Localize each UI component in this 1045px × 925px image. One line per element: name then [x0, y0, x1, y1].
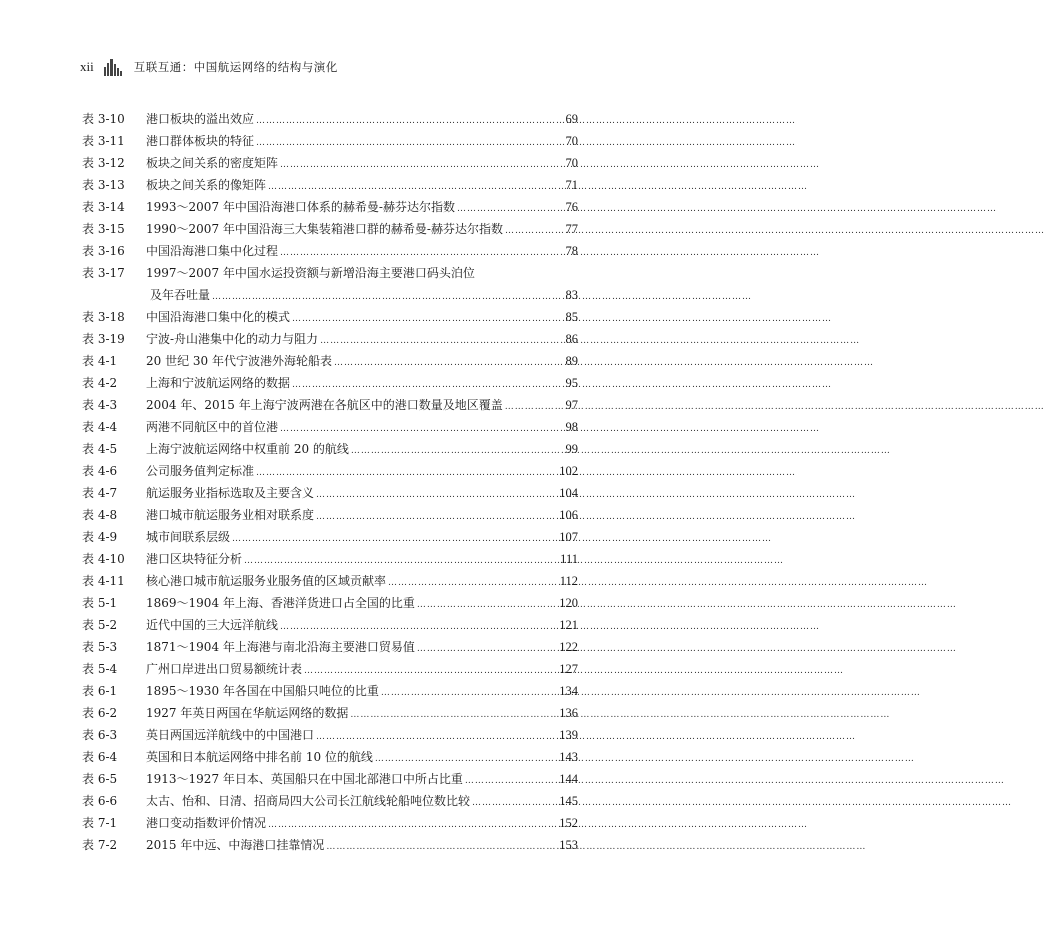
entry-page-number: 112 [559, 574, 578, 588]
entry-page-number: 127 [559, 662, 578, 676]
toc-entry[interactable] [82, 460, 578, 482]
entry-label: 表 3-10 [82, 112, 125, 126]
dot-leader [388, 572, 558, 594]
entry-title: 公司服务值判定标准 [146, 464, 255, 478]
entry-page-number: 89 [565, 354, 578, 368]
entry-title: 港口群体板块的特征 [146, 134, 255, 148]
entry-title: 宁波-舟山港集中化的动力与阻力 [146, 332, 319, 346]
entry-title: 航运服务业指标选取及主要含义 [146, 486, 315, 500]
entry-title: 1895～1930 年各国在中国船只吨位的比重 [146, 684, 379, 698]
toc-entry[interactable] [82, 526, 578, 548]
entry-page-number: 111 [560, 552, 578, 566]
toc-entry[interactable] [82, 196, 578, 218]
entry-label: 表 3-18 [82, 310, 125, 324]
toc-entry[interactable] [82, 394, 578, 416]
toc-entry[interactable] [82, 240, 578, 262]
dot-leader [381, 682, 557, 704]
entry-title: 核心港口城市航运服务业服务值的区域贡献率 [146, 574, 387, 588]
entry-label: 表 3-16 [82, 244, 125, 258]
dot-leader [256, 132, 563, 154]
toc-entry[interactable] [82, 108, 578, 130]
toc-entry[interactable] [82, 262, 578, 306]
entry-title: 港口城市航运服务业相对联系度 [146, 508, 315, 522]
entry-page-number: 104 [559, 486, 578, 500]
entry-title: 20 世纪 30 年代宁波港外海轮船表 [146, 354, 332, 368]
dot-leader [244, 550, 558, 572]
toc-entry[interactable] [82, 306, 578, 328]
entry-label: 表 4-11 [82, 574, 125, 588]
dot-leader [316, 506, 557, 528]
entry-label: 表 6-1 [82, 684, 118, 698]
entry-page-number: 136 [559, 706, 578, 720]
dot-leader [417, 594, 557, 616]
entry-page-number: 70 [565, 134, 578, 148]
entry-page-number: 143 [559, 750, 578, 764]
toc-entry[interactable] [82, 658, 578, 680]
entry-page-number: 76 [565, 200, 578, 214]
entry-page-number: 121 [559, 618, 578, 632]
toc-entry[interactable] [82, 724, 578, 746]
entry-title: 中国沿海港口集中化过程 [146, 244, 279, 258]
toc-entry[interactable] [82, 130, 578, 152]
entry-title: 2015 年中远、中海港口挂靠情况 [146, 838, 325, 852]
entry-title: 及年吞吐量 [150, 288, 211, 302]
entry-page-number: 95 [565, 376, 578, 390]
entry-page-number: 134 [559, 684, 578, 698]
entry-page-number: 85 [565, 310, 578, 324]
toc-entry[interactable] [82, 218, 578, 240]
entry-page-number: 153 [559, 838, 578, 852]
page-number: xii [80, 59, 94, 74]
entry-title: 1997～2007 年中国水运投资额与新增沿海主要港口码头泊位 [146, 266, 475, 280]
entry-page-number: 122 [559, 640, 578, 654]
entry-title: 1993～2007 年中国沿海港口体系的赫希曼-赫芬达尔指数 [146, 200, 455, 214]
toc-entry[interactable] [82, 746, 578, 768]
entry-title: 港口变动指数评价情况 [146, 816, 267, 830]
entry-label: 表 5-2 [82, 618, 118, 632]
dot-leader [280, 154, 563, 176]
entry-label: 表 4-9 [82, 530, 118, 544]
entry-title: 1927 年英日两国在华航运网络的数据 [146, 706, 349, 720]
entry-title: 中国沿海港口集中化的模式 [146, 310, 291, 324]
entry-label: 表 7-2 [82, 838, 118, 852]
entry-page-number: 152 [559, 816, 578, 830]
entry-label: 表 4-2 [82, 376, 118, 390]
dot-leader [212, 286, 563, 308]
entry-title: 2004 年、2015 年上海宁波两港在各航区中的港口数量及地区覆盖 [146, 398, 503, 412]
dot-leader [316, 484, 557, 506]
dot-leader [472, 792, 557, 814]
entry-page-number: 99 [565, 442, 578, 456]
entry-title: 两港不同航区中的首位港 [146, 420, 279, 434]
toc-entry[interactable] [82, 614, 578, 636]
table-of-contents [82, 108, 578, 856]
toc-entry[interactable] [82, 768, 578, 790]
dot-leader [280, 616, 557, 638]
entry-page-number: 97 [565, 398, 578, 412]
toc-entry[interactable] [82, 812, 578, 834]
dot-leader [292, 374, 563, 396]
entry-page-number: 86 [565, 332, 578, 346]
dot-leader [232, 528, 557, 550]
entry-title: 1871～1904 年上海港与南北沿海主要港口贸易值 [146, 640, 415, 654]
dot-leader [351, 440, 564, 462]
entry-label: 表 3-11 [82, 134, 125, 148]
entry-label: 表 3-19 [82, 332, 125, 346]
dot-leader [326, 836, 557, 858]
toc-entry[interactable] [82, 636, 578, 658]
dot-leader [292, 308, 563, 330]
entry-label: 表 4-8 [82, 508, 118, 522]
entry-label: 表 4-4 [82, 420, 118, 434]
entry-label: 表 6-2 [82, 706, 118, 720]
entry-page-number: 139 [559, 728, 578, 742]
toc-entry[interactable] [82, 438, 578, 460]
toc-entry[interactable] [82, 570, 578, 592]
entry-page-number: 144 [559, 772, 578, 786]
entry-title: 上海和宁波航运网络的数据 [146, 376, 291, 390]
entry-label: 表 3-13 [82, 178, 125, 192]
entry-label: 表 3-12 [82, 156, 125, 170]
entry-label: 表 6-4 [82, 750, 118, 764]
toc-entry[interactable] [82, 702, 578, 724]
entry-title: 英国和日本航运网络中排名前 10 位的航线 [146, 750, 373, 764]
entry-title: 1913～1927 年日本、英国船只在中国北部港口中所占比重 [146, 772, 463, 786]
dot-leader [417, 638, 557, 660]
entry-page-number: 98 [565, 420, 578, 434]
entry-label: 表 6-6 [82, 794, 118, 808]
book-logo-icon [104, 59, 124, 76]
entry-label: 表 5-3 [82, 640, 118, 654]
entry-title: 板块之间关系的像矩阵 [146, 178, 267, 192]
toc-entry[interactable] [82, 548, 578, 570]
toc-entry[interactable] [82, 372, 578, 394]
toc-entry[interactable] [82, 834, 578, 856]
entry-label: 表 3-15 [82, 222, 125, 236]
book-title: 互联互通：中国航运网络的结构与演化 [133, 60, 338, 74]
entry-page-number: 77 [565, 222, 578, 236]
entry-title: 上海宁波航运网络中权重前 20 的航线 [146, 442, 349, 456]
toc-entry[interactable] [82, 350, 578, 372]
entry-title: 城市间联系层级 [146, 530, 231, 544]
entry-page-number: 120 [559, 596, 578, 610]
entry-page-number: 83 [565, 288, 578, 302]
dot-leader [268, 176, 563, 198]
dot-leader [505, 396, 564, 418]
entry-label: 表 3-14 [82, 200, 125, 214]
entry-page-number: 71 [565, 178, 578, 192]
toc-entry[interactable] [82, 680, 578, 702]
entry-page-number: 145 [559, 794, 578, 808]
dot-leader [375, 748, 557, 770]
entry-title: 港口区块特征分析 [146, 552, 243, 566]
entry-title: 太古、怡和、日清、招商局四大公司长江航线轮船吨位数比较 [146, 794, 471, 808]
dot-leader [457, 198, 564, 220]
entry-label: 表 4-10 [82, 552, 125, 566]
entry-label: 表 5-4 [82, 662, 118, 676]
entry-label: 表 4-7 [82, 486, 118, 500]
toc-entry[interactable] [82, 416, 578, 438]
entry-label: 表 4-6 [82, 464, 118, 478]
dot-leader [304, 660, 557, 682]
entry-label: 表 6-5 [82, 772, 118, 786]
toc-entry[interactable] [82, 592, 578, 614]
dot-leader [316, 726, 557, 748]
entry-page-number: 107 [559, 530, 578, 544]
dot-leader [268, 814, 557, 836]
dot-leader [256, 110, 563, 132]
dot-leader [256, 462, 557, 484]
entry-label: 表 7-1 [82, 816, 118, 830]
entry-title: 广州口岸进出口贸易额统计表 [146, 662, 303, 676]
entry-label: 表 4-5 [82, 442, 118, 456]
toc-entry[interactable] [82, 152, 578, 174]
entry-title: 1869～1904 年上海、香港洋货进口占全国的比重 [146, 596, 415, 610]
page-header [80, 56, 338, 78]
entry-page-number: 78 [565, 244, 578, 258]
dot-leader [280, 418, 563, 440]
toc-entry[interactable] [82, 174, 578, 196]
toc-entry[interactable] [82, 328, 578, 350]
entry-title: 近代中国的三大远洋航线 [146, 618, 279, 632]
entry-page-number: 70 [565, 156, 578, 170]
entry-label: 表 5-1 [82, 596, 118, 610]
entry-label: 表 4-3 [82, 398, 118, 412]
dot-leader [280, 242, 563, 264]
entry-label: 表 6-3 [82, 728, 118, 742]
entry-title: 1990～2007 年中国沿海三大集装箱港口群的赫希曼-赫芬达尔指数 [146, 222, 503, 236]
dot-leader [320, 330, 563, 352]
entry-label: 表 4-1 [82, 354, 118, 368]
entry-page-number: 102 [559, 464, 578, 478]
dot-leader [465, 770, 557, 792]
entry-title: 英日两国远洋航线中的中国港口 [146, 728, 315, 742]
entry-page-number: 69 [565, 112, 578, 126]
entry-page-number: 106 [559, 508, 578, 522]
toc-entry[interactable] [82, 504, 578, 526]
toc-entry[interactable] [82, 482, 578, 504]
toc-entry[interactable] [82, 790, 578, 812]
dot-leader [334, 352, 564, 374]
entry-label: 表 3-17 [82, 266, 125, 280]
dot-leader [505, 220, 564, 242]
dot-leader [350, 704, 557, 726]
entry-title: 板块之间关系的密度矩阵 [146, 156, 279, 170]
entry-title: 港口板块的溢出效应 [146, 112, 255, 126]
